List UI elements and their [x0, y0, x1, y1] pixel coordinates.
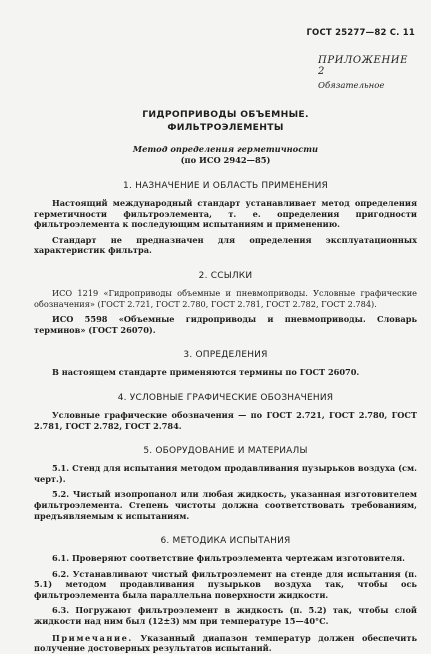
- document-title: [34, 108, 417, 134]
- section-5-paragraph: 5.1. Стенд для испытания методом продавливания пузырьков воздуха (см. черт.).: [34, 463, 417, 484]
- appendix-subtitle: Обязательное: [318, 81, 385, 91]
- section-6-paragraph: 6.3. Погружают фильтроэлемент в жидкость (п. 5.2) так, чтобы слой жидкости над ним был (12±3) мм при температуре 15—40°С.: [34, 605, 417, 627]
- appendix-label: [318, 55, 413, 91]
- section-1-paragraph: Настоящий международный стандарт устанавливает метод определения герметичности фильтроэлемента, т. е. определения пригодности фильтроэлемента к последующим испытаниям и применению.: [34, 198, 417, 230]
- section-6-heading: 6. МЕТОДИКА ИСПЫТАНИЯ: [160, 536, 291, 547]
- method-subtitle: [34, 144, 417, 166]
- section-5-paragraph: 5.2. Чистый изопропанол или любая жидкость, указанная изготовителем фильтроэлемента. Степень чистоты должна соответствовать требованиям, предъявляемым к испытаниям.: [34, 489, 417, 521]
- title-line-2: ФИЛЬТРОЭЛЕМЕНТЫ: [167, 122, 284, 133]
- method-line-2: (по ИСО 2942—85): [180, 155, 271, 165]
- section-1-heading: 1. НАЗНАЧЕНИЕ И ОБЛАСТЬ ПРИМЕНЕНИЯ: [123, 181, 328, 191]
- section-5-heading: 5. ОБОРУДОВАНИЕ И МАТЕРИАЛЫ: [143, 446, 308, 457]
- section-6-paragraph: 6.1. Проверяют соответствие фильтроэлемента чертежам изготовителя.: [52, 553, 406, 564]
- section-1-paragraph: Стандарт не предназначен для определения эксплуатационных характеристик фильтра.: [34, 234, 417, 256]
- title-line-1: ГИДРОПРИВОДЫ ОБЪЕМНЫЕ.: [142, 109, 309, 120]
- section-2-heading: 2. ССЫЛКИ: [198, 270, 253, 281]
- section-3-heading: 3. ОПРЕДЕЛЕНИЯ: [183, 350, 268, 361]
- method-line-1: Метод определения герметичности: [132, 144, 319, 154]
- note-text: Указанный диапазон температур должен обеспечить получение достоверных результатов испытаний.: [34, 632, 417, 654]
- note-paragraph: [34, 633, 417, 654]
- section-4-paragraph: Условные графические обозначения — по ГОСТ 2.721, ГОСТ 2.780, ГОСТ 2.781, ГОСТ 2.782, ГОСТ 2.784.: [34, 409, 417, 431]
- page-header: ГОСТ 25277—82 С. 11: [306, 28, 415, 38]
- section-2-paragraph: ИСО 1219 «Гидроприводы объемные и пневмоприводы. Условные графические обозначения» (ГОСТ 2.721, ГОСТ 2.780, ГОСТ 2.781, ГОСТ 2.782, ГОСТ 2.784).: [34, 287, 417, 309]
- section-3-paragraph: В настоящем стандарте применяются термины по ГОСТ 26070.: [52, 367, 360, 378]
- appendix-title: ПРИЛОЖЕНИЕ 2: [318, 55, 408, 77]
- section-2-paragraph: ИСО 5598 «Объемные гидроприводы и пневмоприводы. Словарь терминов» (ГОСТ 26070).: [34, 314, 417, 335]
- section-4-heading: 4. УСЛОВНЫЕ ГРАФИЧЕСКИЕ ОБОЗНАЧЕНИЯ: [117, 392, 334, 403]
- document-body: [34, 108, 417, 654]
- section-6-paragraph: 6.2. Устанавливают чистый фильтроэлемент на стенде для испытания (п. 5.1) методом продавливания пузырьков воздуха так, чтобы ось фильтроэлемента была параллельна поверхности жидкости.: [34, 568, 417, 600]
- note-label: Примечание.: [52, 632, 133, 643]
